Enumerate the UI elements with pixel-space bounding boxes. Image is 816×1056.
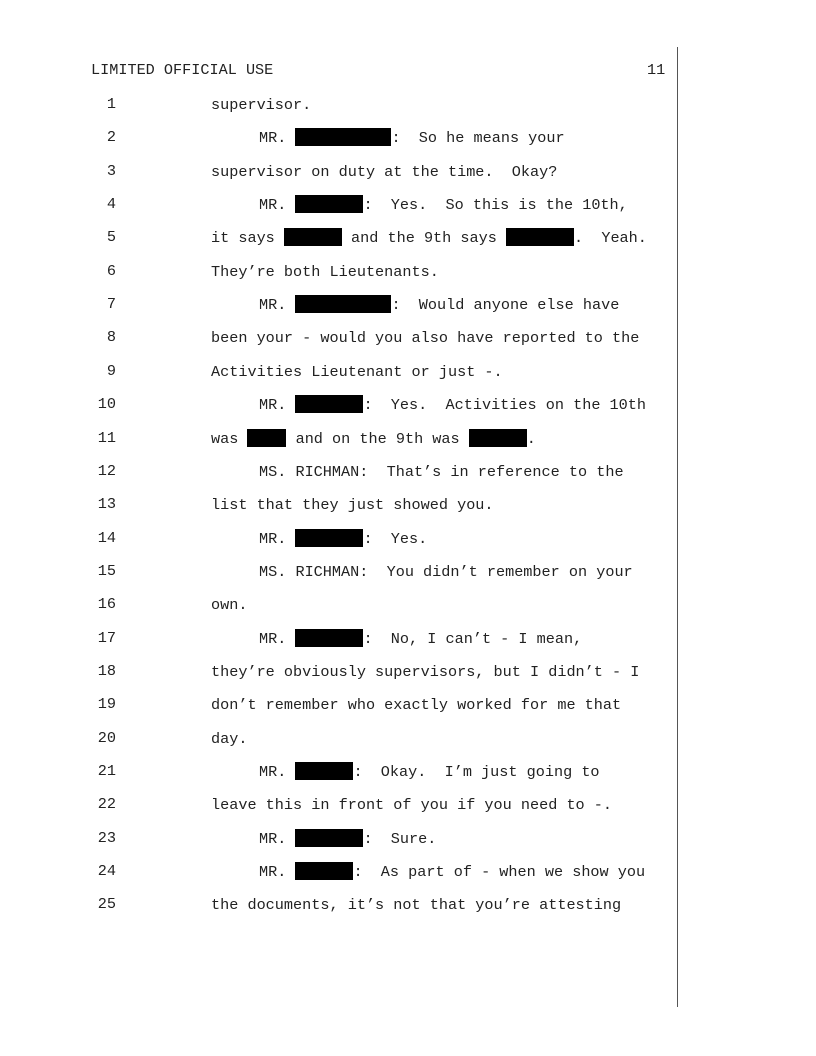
- line-text: [211, 662, 639, 682]
- line-number: 9: [106, 361, 116, 380]
- transcript-line: [0, 595, 816, 615]
- transcript-line: [0, 729, 816, 749]
- redaction-box: [295, 862, 353, 880]
- transcript-line: [0, 862, 816, 882]
- line-number: 18: [97, 661, 116, 680]
- redaction-box: [295, 128, 391, 146]
- text-run: supervisor on duty at the time. Okay?: [211, 162, 558, 181]
- transcript-line: [0, 662, 816, 682]
- text-run: list that they just showed you.: [211, 496, 494, 515]
- line-number: 24: [97, 862, 116, 881]
- line-text: [211, 95, 311, 115]
- transcript-line: [0, 162, 816, 182]
- transcript-line: [0, 429, 816, 449]
- redaction-box: [247, 429, 286, 447]
- text-run: MR.: [259, 529, 296, 548]
- speaker-text: [259, 462, 624, 482]
- line-text: [211, 328, 639, 348]
- classification-header: LIMITED OFFICIAL USE: [91, 61, 274, 79]
- line-text: [211, 695, 621, 715]
- text-run: and on the 9th was: [286, 429, 469, 448]
- line-number: 23: [97, 828, 116, 847]
- transcript-line: [0, 128, 816, 148]
- text-run: and the 9th says: [341, 229, 506, 248]
- speaker-text: [259, 128, 565, 148]
- transcript-line: [0, 895, 816, 915]
- line-number: 10: [97, 395, 116, 414]
- text-run: don’t remember who exactly worked for me that: [211, 696, 622, 715]
- text-run: the documents, it’s not that you’re attesting: [211, 896, 622, 915]
- text-run: : Yes. Activities on the 10th: [363, 396, 647, 415]
- text-run: MR.: [259, 196, 296, 215]
- line-text: [211, 362, 503, 382]
- line-number: 17: [97, 628, 116, 647]
- line-number: 1: [106, 95, 116, 113]
- transcript-line: [0, 295, 816, 315]
- text-run: They’re both Lieutenants.: [211, 262, 439, 281]
- line-text: [211, 228, 647, 248]
- speaker-text: [259, 195, 628, 215]
- speaker-text: [259, 862, 645, 882]
- text-run: : No, I can’t - I mean,: [363, 629, 583, 648]
- line-text: [211, 262, 439, 282]
- transcript-line: [0, 629, 816, 649]
- redaction-box: [295, 295, 391, 313]
- transcript-line: [0, 695, 816, 715]
- text-run: : Okay. I’m just going to: [353, 763, 600, 781]
- transcript-line: [0, 195, 816, 215]
- speaker-text: [259, 562, 633, 582]
- redaction-box: [295, 195, 363, 213]
- text-run: Activities Lieutenant or just -.: [211, 362, 503, 381]
- text-run: : So he means your: [391, 129, 565, 148]
- transcript-line: [0, 495, 816, 515]
- text-run: : Yes.: [363, 529, 428, 548]
- text-run: . Yeah.: [573, 229, 647, 248]
- line-number: 21: [97, 762, 116, 780]
- text-run: own.: [211, 596, 248, 615]
- line-number: 2: [106, 128, 116, 147]
- line-number: 11: [97, 428, 116, 447]
- text-run: day.: [211, 729, 248, 748]
- transcript-line: [0, 328, 816, 348]
- text-run: been your - would you also have reported to the: [211, 329, 640, 348]
- line-number: 16: [97, 595, 116, 614]
- line-number: 3: [106, 161, 116, 180]
- line-number: 7: [106, 295, 116, 314]
- line-text: [211, 595, 247, 615]
- line-text: [211, 495, 494, 515]
- transcript-line: [0, 562, 816, 582]
- redaction-box: [295, 629, 363, 647]
- text-run: MR.: [259, 396, 296, 415]
- speaker-text: [259, 762, 600, 782]
- transcript-line: [0, 795, 816, 815]
- speaker-text: [259, 829, 436, 849]
- line-number: 14: [97, 528, 116, 547]
- text-run: : Sure.: [363, 829, 437, 848]
- redaction-box: [295, 529, 363, 547]
- text-run: it says: [211, 229, 284, 248]
- speaker-text: [259, 395, 646, 415]
- text-run: MR.: [259, 763, 296, 781]
- transcript-line: [0, 262, 816, 282]
- text-run: was: [211, 429, 248, 448]
- text-run: MR.: [259, 829, 296, 848]
- line-text: [211, 795, 612, 815]
- redaction-box: [469, 429, 527, 447]
- line-text: [211, 162, 557, 182]
- text-run: MS. RICHMAN: That’s in reference to the: [259, 462, 624, 481]
- text-run: MS. RICHMAN: You didn’t remember on your: [259, 562, 633, 581]
- text-run: : As part of - when we show you: [353, 863, 646, 882]
- transcript-line: [0, 462, 816, 482]
- text-run: MR.: [259, 863, 296, 882]
- line-number: 6: [106, 261, 116, 280]
- transcript-line: [0, 529, 816, 549]
- line-number: 5: [106, 228, 116, 247]
- text-run: MR.: [259, 296, 296, 315]
- text-run: leave this in front of you if you need to -.: [211, 796, 613, 815]
- redaction-box: [295, 395, 363, 413]
- line-number: 8: [106, 328, 116, 347]
- speaker-text: [259, 529, 427, 549]
- text-run: .: [526, 429, 536, 448]
- line-number: 12: [97, 461, 116, 480]
- text-run: : Would anyone else have: [391, 296, 620, 315]
- transcript-line: [0, 95, 816, 115]
- line-text: [211, 429, 536, 449]
- line-number: 22: [97, 795, 116, 814]
- line-number: 4: [106, 195, 116, 214]
- text-run: they’re obviously supervisors, but I didn’t - I: [211, 662, 640, 681]
- line-text: [211, 729, 247, 749]
- transcript-line: [0, 395, 816, 415]
- text-run: supervisor.: [211, 96, 312, 114]
- text-run: MR.: [259, 629, 296, 648]
- transcript-line: [0, 762, 816, 782]
- text-run: MR.: [259, 129, 296, 148]
- redaction-box: [295, 762, 353, 780]
- speaker-text: [259, 629, 582, 649]
- line-number: 25: [97, 895, 116, 914]
- redaction-box: [284, 228, 342, 246]
- redaction-box: [295, 829, 363, 847]
- line-text: [211, 895, 621, 915]
- page-number: 11: [647, 61, 666, 79]
- transcript-line: [0, 829, 816, 849]
- line-number: 13: [97, 495, 116, 514]
- redaction-box: [506, 228, 574, 246]
- text-run: : Yes. So this is the 10th,: [363, 196, 628, 215]
- line-number: 20: [97, 728, 116, 747]
- line-number: 19: [97, 695, 116, 714]
- speaker-text: [259, 295, 619, 315]
- transcript-line: [0, 228, 816, 248]
- line-number: 15: [97, 561, 116, 580]
- transcript-line: [0, 362, 816, 382]
